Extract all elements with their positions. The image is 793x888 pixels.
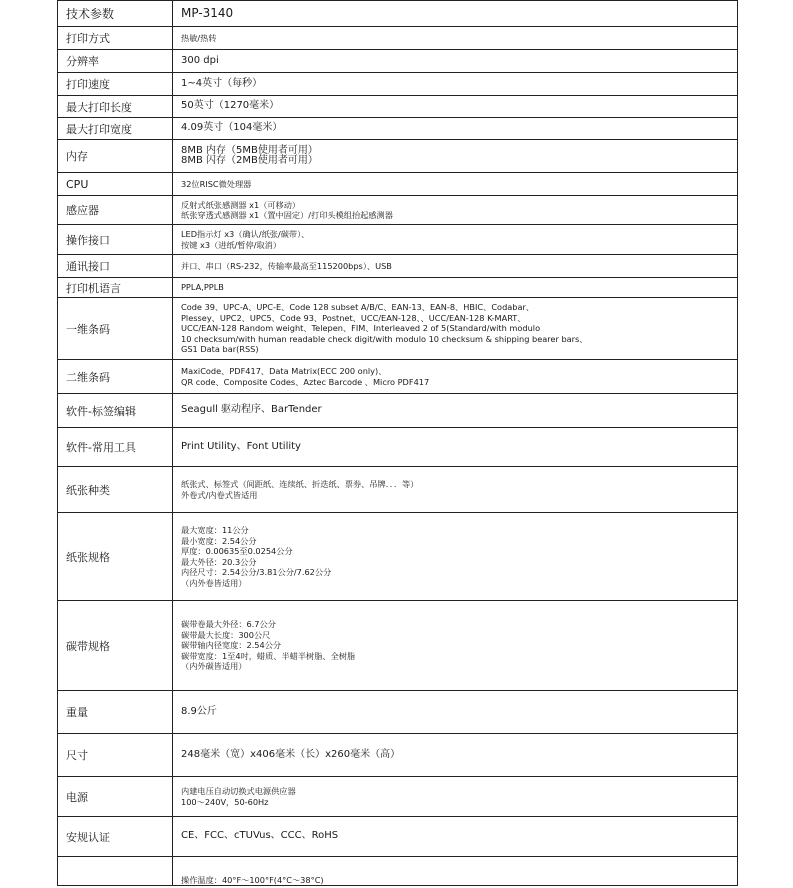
value-line: 10 checksum/with human readable check digit/with modulo 10 checksum & shipping bearer bars、 <box>181 333 588 344</box>
row-value <box>173 118 738 140</box>
value-line: CE、FCC、cTUVus、CCC、RoHS <box>181 830 339 842</box>
row-label: 纸张规格 <box>58 513 173 601</box>
row-label: 安规认证 <box>58 817 173 857</box>
value-line: 内径尺寸：2.54公分/3.81公分/7.62公分 <box>181 567 332 577</box>
value-line: 热敏/热转 <box>181 32 217 43</box>
row-label: CPU <box>58 173 173 196</box>
row-label: 尺寸 <box>58 734 173 777</box>
value-line: 按键 x3（进纸/暂停/取消） <box>181 239 282 250</box>
table-row <box>58 734 738 777</box>
table-row <box>58 467 738 513</box>
row-value <box>173 428 738 467</box>
row-value <box>173 467 738 513</box>
row-value <box>173 777 738 817</box>
table-row <box>58 278 738 298</box>
value-line: 并口、串口（RS-232，传输率最高至115200bps）、USB <box>181 260 392 271</box>
row-value <box>173 817 738 857</box>
row-value <box>173 601 738 691</box>
value-line: LED指示灯 x3（确认/纸张/碳带）、 <box>181 229 310 239</box>
value-line: 碳带宽度：1至4吋，蜡质、半蜡半树脂、全树脂 <box>181 650 356 661</box>
value-line: PPLA,PPLB <box>181 282 224 293</box>
table-row <box>58 173 738 196</box>
table-row <box>58 817 738 857</box>
value-line: 8MB 闪存（2MB使用者可用） <box>181 155 318 166</box>
value-line: Code 39、UPC-A、UPC-E、Code 128 subset A/B/C、EAN-13、EAN-8、HBIC、Codabar、 <box>181 302 535 313</box>
model-number: MP-3140 <box>173 1 738 27</box>
row-value <box>173 298 738 360</box>
value-line: 1~4英寸（每秒） <box>181 77 263 89</box>
row-label: 电源 <box>58 777 173 817</box>
value-line: 50英寸（1270毫米） <box>181 100 280 112</box>
value-line: 100～240V，50-60Hz <box>181 796 269 807</box>
row-label <box>58 857 173 886</box>
value-line: 操作温度：40°F～100°F(4°C～38°C) <box>181 874 324 885</box>
table-row <box>58 394 738 428</box>
value-line: 内建电压自动切换式电源供应器 <box>181 786 296 796</box>
row-value <box>173 73 738 96</box>
table-row <box>58 225 738 255</box>
table-row <box>58 140 738 173</box>
value-line: 248毫米（宽）x406毫米（长）x260毫米（高） <box>181 748 401 760</box>
value-line: 反射式纸张感测器 x1（可移动） <box>181 199 301 210</box>
value-line: MaxiCode、PDF417、Data Matrix(ECC 200 only)、 <box>181 366 387 376</box>
table-row <box>58 691 738 734</box>
row-value <box>173 196 738 225</box>
table-row <box>58 601 738 691</box>
table-row <box>58 50 738 73</box>
row-label: 打印机语言 <box>58 278 173 298</box>
value-line: 碳带轴内径宽度：2.54公分 <box>181 640 282 651</box>
row-value <box>173 173 738 196</box>
table-row <box>58 96 738 118</box>
row-value <box>173 857 738 886</box>
table-row <box>58 196 738 225</box>
table-row <box>58 27 738 50</box>
value-line: 8MB 内存（5MB使用者可用） <box>181 144 318 156</box>
row-value <box>173 255 738 278</box>
value-line: 32位RISC微处理器 <box>181 178 252 189</box>
value-line: UCC/EAN-128 Random weight、Telepen、FIM、Interleaved 2 of 5(Standard/with modulo <box>181 323 541 334</box>
row-value <box>173 27 738 50</box>
value-line: （内外卷皆适用） <box>181 577 247 588</box>
row-label: 内存 <box>58 140 173 173</box>
row-label: 二维条码 <box>58 360 173 394</box>
row-label: 软件-常用工具 <box>58 428 173 467</box>
row-label: 纸张种类 <box>58 467 173 513</box>
value-line: 厚度：0.00635至0.0254公分 <box>181 546 293 556</box>
row-label: 重量 <box>58 691 173 734</box>
row-value <box>173 513 738 601</box>
table-row <box>58 513 738 601</box>
row-label: 一维条码 <box>58 298 173 360</box>
row-label: 打印速度 <box>58 73 173 96</box>
row-value <box>173 360 738 394</box>
value-line: 4.09英寸（104毫米） <box>181 122 283 134</box>
table-row <box>58 298 738 360</box>
row-value <box>173 278 738 298</box>
value-line: 最小宽度：2.54公分 <box>181 535 257 546</box>
value-line: 8.9公斤 <box>181 705 217 717</box>
row-value <box>173 96 738 118</box>
row-value <box>173 734 738 777</box>
value-line: 外卷式/内卷式皆适用 <box>181 489 258 500</box>
row-label: 最大打印长度 <box>58 96 173 118</box>
row-value <box>173 394 738 428</box>
value-line: 最大外径：20.3公分 <box>181 556 257 567</box>
table-row <box>58 777 738 817</box>
value-line: 纸张穿透式感测器 x1（置中固定）/打印头模组抬起感测器 <box>181 210 393 220</box>
table-row <box>58 857 738 886</box>
row-value <box>173 691 738 734</box>
value-line: QR code、Composite Codes、Aztec Barcode 、Micro PDF417 <box>181 376 430 387</box>
row-label: 软件-标签编辑 <box>58 394 173 428</box>
value-line: 300 dpi <box>181 54 219 66</box>
value-line: 纸张式、标签式（间距纸、连续纸、折迭纸、票券、吊牌．．．等） <box>181 479 419 489</box>
row-label: 感应器 <box>58 196 173 225</box>
row-label: 操作接口 <box>58 225 173 255</box>
row-value <box>173 225 738 255</box>
value-line: 最大宽度：11公分 <box>181 525 249 535</box>
row-label: 分辨率 <box>58 50 173 73</box>
value-line: GS1 Data bar(RSS) <box>181 344 259 355</box>
table-row <box>58 428 738 467</box>
value-line: Print Utility、Font Utility <box>181 440 301 452</box>
value-line: Seagull 驱动程序、BarTender <box>181 404 322 416</box>
table-header-row <box>58 1 738 27</box>
spec-table <box>57 0 738 886</box>
value-line: 碳带卷最大外径：6.7公分 <box>181 619 276 630</box>
value-line: （内外碳皆适用） <box>181 661 247 672</box>
row-value <box>173 50 738 73</box>
row-label: 最大打印宽度 <box>58 118 173 140</box>
value-line: Plessey、UPC2、UPC5、Code 93、Postnet、UCC/EAN-128、、UCC/EAN-128 K-MART、 <box>181 312 526 323</box>
row-label: 打印方式 <box>58 27 173 50</box>
row-value <box>173 140 738 173</box>
header-label: 技术参数 <box>58 1 173 27</box>
table-row <box>58 255 738 278</box>
table-row <box>58 360 738 394</box>
table-row <box>58 118 738 140</box>
table-row <box>58 73 738 96</box>
value-line: 碳带最大长度：300公尺 <box>181 629 271 640</box>
row-label: 通讯接口 <box>58 255 173 278</box>
spec-document <box>57 0 736 886</box>
row-label: 碳带规格 <box>58 601 173 691</box>
